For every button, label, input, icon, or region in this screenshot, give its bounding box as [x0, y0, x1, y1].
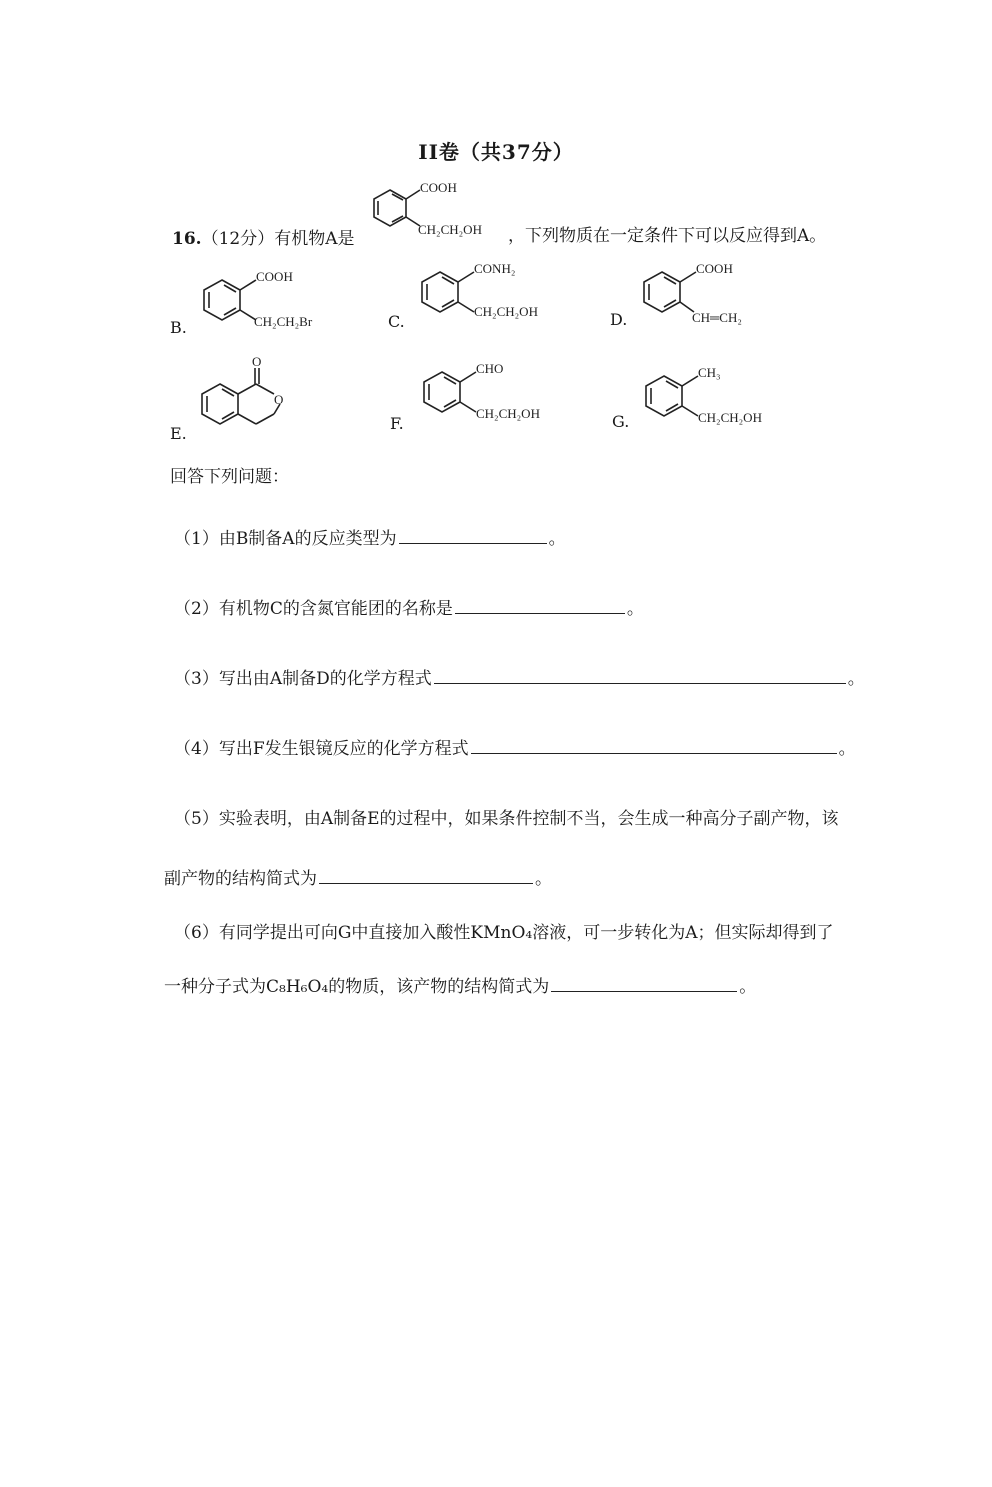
sub-question-6: （6）有同学提出可向G中直接加入酸性KMnO₄溶液，可一步转化为A；但实际却得到了 [174, 923, 834, 943]
sub-question-5-end: 。 [535, 869, 552, 889]
sub-question-6-cont [164, 972, 756, 997]
q16-number [172, 224, 355, 249]
sub-question-4-end: 。 [838, 739, 856, 759]
option-d-structure [640, 256, 780, 331]
option-f-label: F. [390, 414, 404, 433]
sub-question-3 [174, 664, 865, 689]
sub-question-2-end: 。 [626, 599, 644, 619]
option-f-side: CH₂CH₂OH [476, 406, 540, 421]
sub-question-6-end: 。 [739, 977, 757, 997]
option-c-label: C. [388, 312, 405, 331]
option-c-top: CONH₂ [474, 261, 516, 276]
sub-question-5-cont-text: 副产物的结构简式为 [164, 869, 317, 889]
compound-a-side: CH₂CH₂OH [418, 222, 482, 237]
option-g-side: CH₂CH₂OH [698, 410, 762, 425]
option-e-label: E. [170, 424, 187, 443]
sub-question-4-text: （4）写出F发生银镜反应的化学方程式 [174, 739, 469, 759]
answer-blank-6[interactable] [551, 973, 737, 992]
option-e-carbonyl-o: O [252, 354, 262, 369]
compound-a-structure [370, 178, 500, 248]
option-d-label: D. [610, 310, 628, 329]
option-d-side: CH═CH₂ [692, 310, 742, 325]
option-f-top: CHO [476, 361, 504, 376]
option-b-side: CH₂CH₂Br [254, 314, 313, 329]
option-g-structure [642, 360, 792, 435]
sub-question-3-end: 。 [847, 669, 865, 689]
option-c-structure [418, 256, 568, 331]
sub-question-5: （5）实验表明，由A制备E的过程中，如果条件控制不当，会生成一种高分子副产物，该 [174, 809, 839, 829]
sub-question-2 [174, 594, 644, 619]
sub-question-1-end: 。 [548, 529, 566, 549]
q16-number-text: 16. [172, 229, 202, 249]
q16-intro-before: （12分）有机物A是 [201, 229, 355, 249]
sub-question-1 [174, 524, 566, 549]
option-b-top: COOH [256, 269, 293, 284]
sub-question-6-cont-text: 一种分子式为C₈H₆O₄的物质，该产物的结构简式为 [164, 977, 550, 997]
option-b-label: B. [170, 318, 187, 337]
q16-intro-after: ，下列物质在一定条件下可以反应得到A。 [508, 226, 827, 246]
option-b-structure [200, 264, 350, 339]
option-d-top: COOH [696, 261, 733, 276]
sub-question-5-cont [164, 864, 552, 889]
option-e-ring-o: O [274, 392, 284, 407]
sub-question-4 [174, 734, 856, 759]
option-g-label: G. [612, 412, 630, 431]
option-g-top: CH₃ [698, 365, 721, 380]
option-f-structure [420, 356, 570, 431]
answer-prompt: 回答下列问题： [170, 467, 289, 487]
section-title: II卷（共37分） [418, 140, 574, 164]
answer-blank-3[interactable] [434, 665, 846, 684]
compound-a-top: COOH [420, 180, 457, 195]
sub-question-1-text: （1）由B制备A的反应类型为 [174, 529, 397, 549]
sub-question-2-text: （2）有机物C的含氮官能团的名称是 [174, 599, 453, 619]
sub-question-3-text: （3）写出由A制备D的化学方程式 [174, 669, 432, 689]
option-e-structure [198, 352, 308, 437]
answer-blank-2[interactable] [455, 595, 625, 614]
answer-blank-4[interactable] [471, 735, 837, 754]
answer-blank-1[interactable] [399, 525, 547, 544]
answer-blank-5[interactable] [319, 865, 533, 884]
option-c-side: CH₂CH₂OH [474, 304, 538, 319]
